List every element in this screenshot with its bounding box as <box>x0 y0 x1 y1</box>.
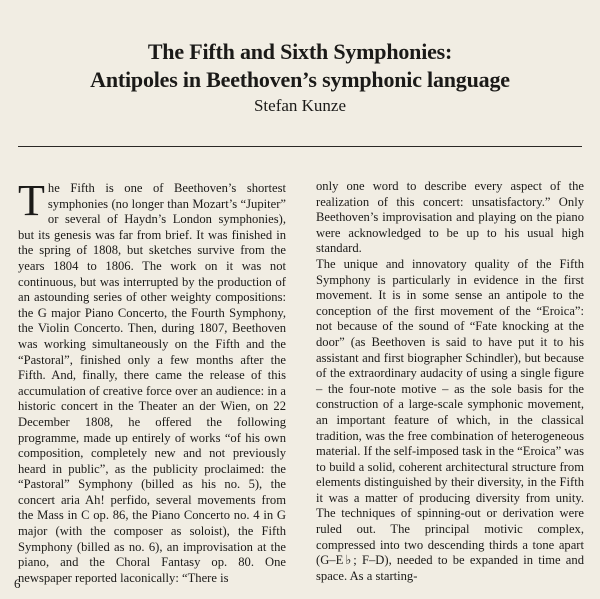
drop-cap: T <box>18 176 45 225</box>
title-line-2: Antipoles in Beethoven’s symphonic language <box>90 67 510 92</box>
left-column <box>18 176 286 586</box>
right-column <box>316 179 584 584</box>
author-name: Stefan Kunze <box>253 96 347 115</box>
right-paragraph-1: only one word to describe every aspect of the realization of this concert: unsatisfactory.” Only Beethoven’s improvisation and playing on the piano were acknowledged to be up to his usual high standard. <box>316 179 584 256</box>
page-number: 6 <box>14 576 21 591</box>
title-line-1: The Fifth and Sixth Symphonies: <box>147 39 453 64</box>
right-paragraph-2: The unique and innovatory quality of the Fifth Symphony is particularly in evidence in the first movement. It is in some sense an antipole to the conception of the first movement of the “Eroica”: not because of the sound of “Fate knocking at the door” (as Beethoven is said to have put it to his assistant and first biographer Schindler), but because of the extraordinary audacity of using a single figure – the four-note motive – as the sole basis for the construction of a large-scale symphonic movement, an important feature of which, in the classical tradition, was the free combination of heterogeneous material. If the self-imposed task in the “Eroica” was to build a solid, coherent architectural structure from elements distinguished by their diversity, in the Fifth it was a matter of producing diversity from unity. The techniques of spinning-out or derivation were ruled out. The principal motivic complex, compressed into two descending thirds a tone apart (G–E♭; F–D), needed to be expanded in time and space. As a starting- <box>316 256 584 583</box>
header-divider <box>18 146 582 147</box>
show-through-text <box>0 0 600 22</box>
left-paragraph <box>18 176 286 586</box>
left-column-text: he Fifth is one of Beethoven’s shortest symphonies (no longer than Mozart’s “Jupiter” or several of Haydn’s London symphonies), but its genesis was far from brief. It was finished in the spring of 1808, but sketches survive from the years 1804 to 1806. The work on it was not continuous, but was interrupted by the production of an astounding series of other weighty compositions: the G major Piano Concerto, the Fourth Symphony, the Violin Concerto. Then, during 1807, Beethoven was working simultaneously on the Fifth and the “Pastoral”, finished only a few months after the Fifth. And, finally, there came the release of this accumulation of creative force over an audience: in a historic concert in the Theater an der Wien, on 22 December 1808, he offered the following programme, made up entirely of works “of his own composition, completely new and not previously heard in public”, as the publicity proclaimed: the “Pastoral” Symphony (billed as his no. 5), the concert aria Ah! perfido, several movements from the Mass in C op. 86, the Piano Concerto no. 4 in G major (with the composer as soloist), the Fifth Symphony (billed as no. 6), an improvisation at the piano, and the Choral Fantasy op. 80. One newspaper reported laconically: “There is <box>18 181 286 585</box>
article-title <box>0 38 600 94</box>
